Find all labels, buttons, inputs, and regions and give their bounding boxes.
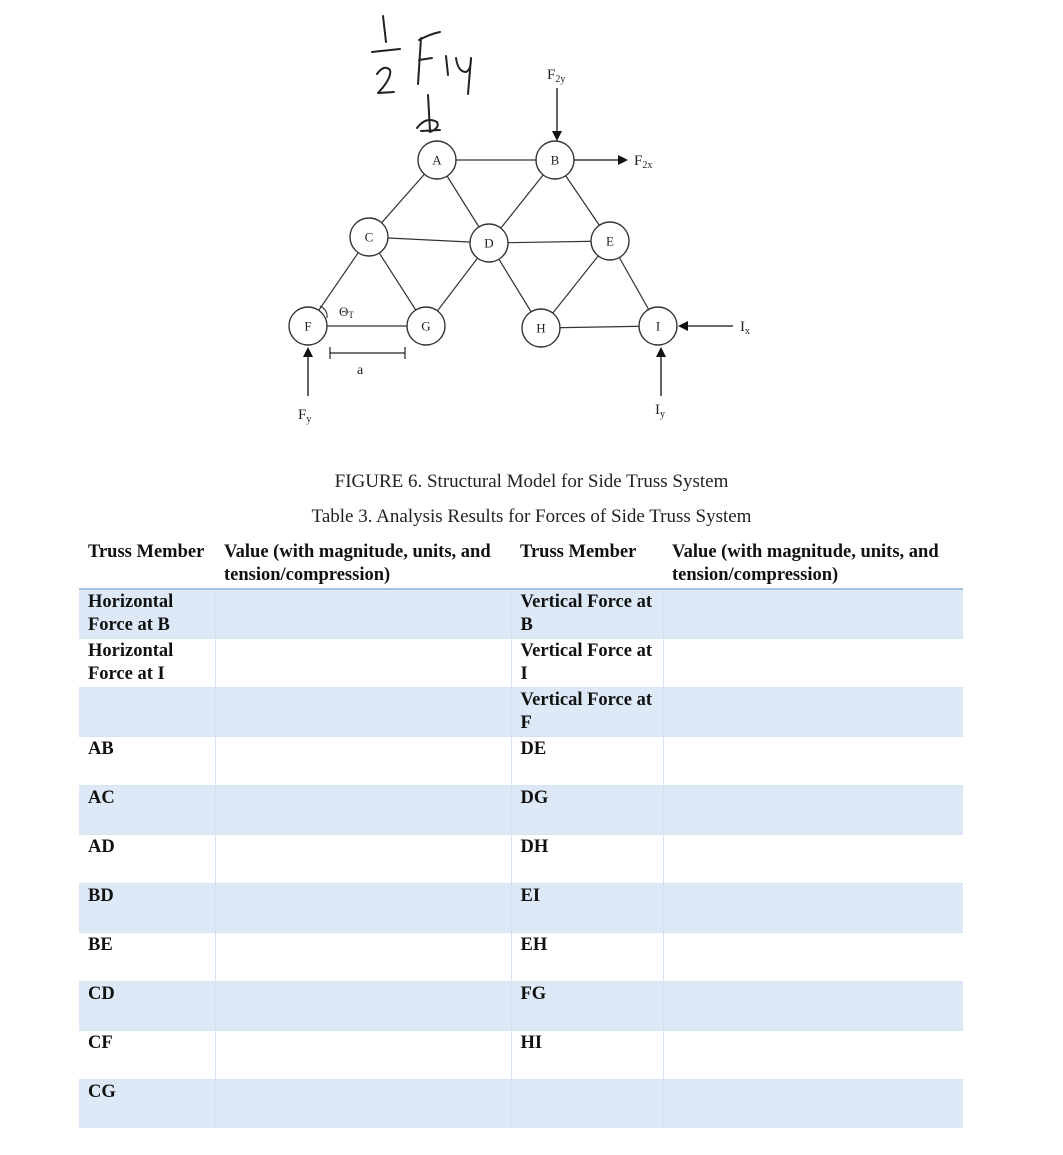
right-value-cell[interactable] [663, 933, 963, 982]
node-c [350, 218, 388, 256]
table-row [79, 737, 963, 786]
node-i [639, 307, 677, 345]
table-row [79, 786, 963, 835]
left-value-cell[interactable] [215, 835, 511, 884]
table-header-row [79, 539, 963, 589]
node-b [536, 141, 574, 179]
right-value-cell[interactable] [663, 884, 963, 933]
table-row [79, 688, 963, 737]
force-f2y-arrowhead [552, 131, 562, 141]
node-d [470, 224, 508, 262]
force-f2y [547, 67, 565, 141]
table-caption: Table 3. Analysis Results for Forces of Side Truss System [311, 506, 752, 527]
node-g-label: G [421, 318, 431, 334]
right-value-cell[interactable] [663, 589, 963, 639]
left-value-cell[interactable] [215, 639, 511, 688]
node-f-label: F [304, 318, 312, 334]
table-row [79, 589, 963, 639]
hand-letter-f [418, 32, 440, 84]
dimension-a-label: a [357, 363, 364, 378]
right-member-cell: Vertical Force at I [511, 639, 663, 688]
right-member-cell [511, 1080, 663, 1129]
hand-sub-one [446, 56, 448, 75]
right-value-cell[interactable] [663, 1080, 963, 1129]
figure-caption: FIGURE 6. Structural Model for Side Truss System [334, 471, 729, 492]
right-value-cell[interactable] [663, 835, 963, 884]
left-member-cell: CD [79, 982, 215, 1031]
force-fy-label: $F_y$ [298, 407, 312, 425]
hand-numerator [383, 16, 386, 42]
results-table [79, 539, 963, 1128]
left-value-cell[interactable] [215, 1031, 511, 1080]
node-a [418, 141, 456, 179]
left-member-cell [79, 688, 215, 737]
header-truss-member: Truss Member [79, 539, 215, 589]
right-value-cell[interactable] [663, 737, 963, 786]
left-value-cell[interactable] [215, 737, 511, 786]
truss-diagram [0, 0, 1063, 460]
node-h [522, 309, 560, 347]
table-row [79, 639, 963, 688]
node-e-label: E [606, 233, 614, 249]
left-member-cell: AC [79, 786, 215, 835]
right-member-cell: DH [511, 835, 663, 884]
header-value: Value (with magnitude, units, and tension/compression) [215, 539, 511, 589]
right-member-cell: EI [511, 884, 663, 933]
left-member-cell: Horizontal Force at I [79, 639, 215, 688]
left-value-cell[interactable] [215, 688, 511, 737]
left-member-cell: CF [79, 1031, 215, 1080]
force-f2x [574, 153, 652, 171]
right-member-cell: EH [511, 933, 663, 982]
left-value-cell[interactable] [215, 1080, 511, 1129]
hand-denominator [377, 68, 394, 93]
right-member-cell: DE [511, 737, 663, 786]
right-value-cell[interactable] [663, 639, 963, 688]
left-member-cell: CG [79, 1080, 215, 1129]
force-iy-arrowhead [656, 347, 666, 357]
left-member-cell: AB [79, 737, 215, 786]
left-member-cell: Horizontal Force at B [79, 589, 215, 639]
handwritten-annotation [372, 16, 471, 132]
right-value-cell[interactable] [663, 688, 963, 737]
left-member-cell: BE [79, 933, 215, 982]
angle-theta-label: ΘT [339, 304, 354, 320]
node-e [591, 222, 629, 260]
right-member-cell: Vertical Force at F [511, 688, 663, 737]
node-d-label: D [484, 235, 494, 251]
left-member-cell: AD [79, 835, 215, 884]
header-value: Value (with magnitude, units, and tension/compression) [663, 539, 963, 589]
left-member-cell: BD [79, 884, 215, 933]
force-iy-label: $I_y$ [655, 402, 665, 420]
table-row [79, 1031, 963, 1080]
right-value-cell[interactable] [663, 786, 963, 835]
node-h-label: H [536, 320, 546, 336]
node-f [289, 307, 327, 345]
left-value-cell[interactable] [215, 933, 511, 982]
right-value-cell[interactable] [663, 1031, 963, 1080]
force-f2y-label: $F_{2y}$ [547, 67, 566, 85]
force-f2x-label: $F_{2x}$ [634, 153, 653, 171]
right-member-cell: FG [511, 982, 663, 1031]
header-truss-member: Truss Member [511, 539, 663, 589]
hand-sub-y [456, 58, 471, 94]
node-i-label: I [655, 318, 661, 334]
table-row [79, 982, 963, 1031]
right-member-cell: Vertical Force at B [511, 589, 663, 639]
force-ix [678, 319, 750, 337]
force-ix-label: $I_x$ [740, 319, 750, 337]
table-row [79, 1080, 963, 1129]
left-value-cell[interactable] [215, 589, 511, 639]
dimension-a [330, 347, 405, 378]
node-a-label: A [432, 152, 442, 168]
left-value-cell[interactable] [215, 982, 511, 1031]
force-iy [655, 347, 666, 420]
table-row [79, 933, 963, 982]
force-fy-arrowhead [303, 347, 313, 357]
hand-fraction-bar [372, 49, 400, 52]
left-value-cell[interactable] [215, 786, 511, 835]
force-fy [298, 347, 313, 425]
node-c-label: C [364, 229, 374, 245]
force-f2x-arrowhead [618, 155, 628, 165]
node-b-label: B [550, 152, 560, 168]
right-value-cell[interactable] [663, 982, 963, 1031]
table-row [79, 835, 963, 884]
force-ix-arrowhead [678, 321, 688, 331]
table-row [79, 884, 963, 933]
right-member-cell: HI [511, 1031, 663, 1080]
hand-arrow-shaft [428, 95, 430, 131]
left-value-cell[interactable] [215, 884, 511, 933]
right-member-cell: DG [511, 786, 663, 835]
node-g [407, 307, 445, 345]
